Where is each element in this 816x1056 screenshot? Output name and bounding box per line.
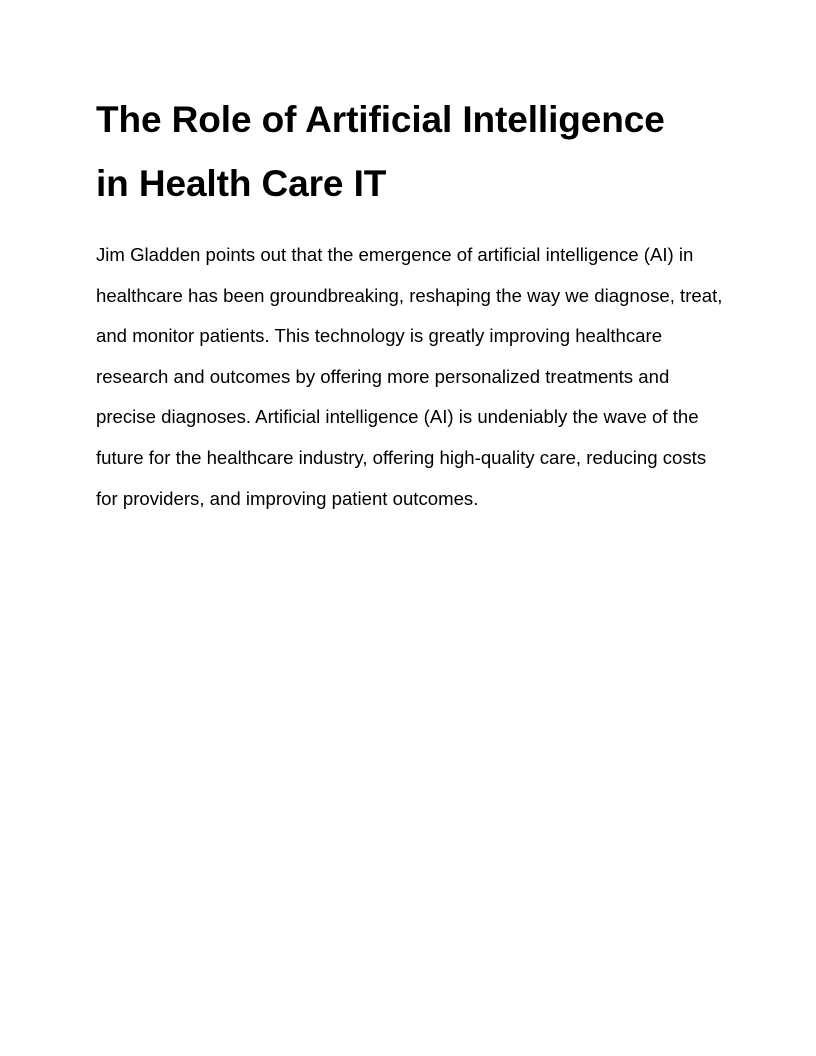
page-title: The Role of Artificial Intelligence in Health Care IT (96, 99, 665, 204)
document-page (96, 0, 726, 519)
body-paragraph: Jim Gladden points out that the emergence of artificial intelligence (AI) in healthcare has been groundbreaking, reshaping the way we diagnose, treat, and monitor patients. This technology is greatly improving healthcare research and outcomes by offering more personalized treatments and precise diagnoses. Artificial intelligence (AI) is undeniably the wave of the future for the healthcare industry, offering high-quality care, reducing costs for providers, and improving patient outcomes. (96, 244, 723, 509)
